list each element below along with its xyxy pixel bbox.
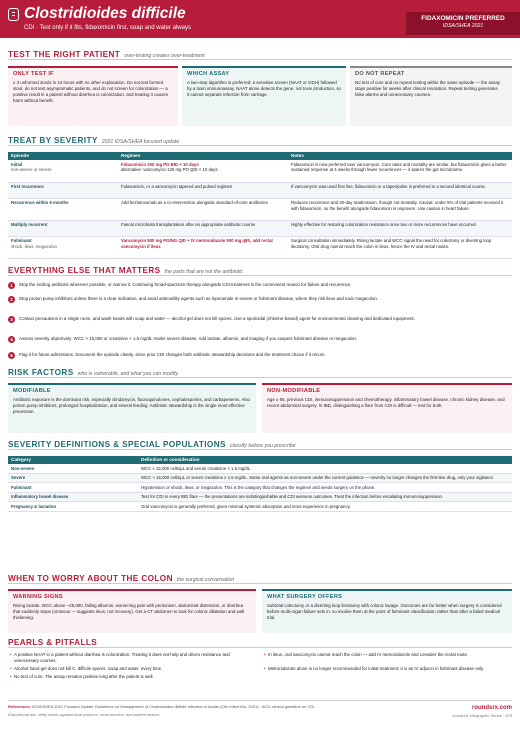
card-heading: DO NOT REPEAT [355,71,405,77]
header-banner [0,0,520,38]
card-heading: NON-MODIFIABLE [267,388,321,394]
section-everything-header [8,266,512,276]
list-item [8,316,512,322]
treatment-table [8,152,512,259]
page-title: Clostridioides difficile [24,5,186,22]
card-what-surgery-offers [262,589,512,633]
section-risk-header [8,368,512,378]
episode-label: Fulminant [11,238,32,243]
category-cell: Pregnancy & lactation [8,502,138,512]
episode-label: Initial [11,161,23,167]
section-test-header [8,50,512,60]
card-text: ≥ 3 unformed stools in 24 hours with no other explanation. Do not test formed stool, do not test asymptomatic patients, and do not screen for colonization — a positive result in a patient without diarrhea is colonization, and treating it causes harm without benefit. [13,80,168,104]
list-item [8,352,512,358]
card-modifiable [8,383,256,433]
category-cell: Severe [8,473,138,483]
card-text: A two-step algorithm is preferred: a sensitive screen (NAAT or GDH) followed by a toxin immunoassay. NAAT alone detects the gene, not toxin production, so it cannot separate infection from carriage. [187,80,342,98]
section-title: EVERYTHING ELSE THAT MATTERS [8,266,161,275]
badge-sub: IDSA/SHEA 2021 [442,23,484,30]
list-item [8,282,512,288]
col-header: Episode [8,152,118,160]
references-text: IDSA/SHEA 2021 Focused Update Guidelines on Management of Clostridioides difficile Infection in Adults (Clin Infect Dis, 2021) · ACG clinical guideline on CDI. [32,704,316,709]
section-subtitle: the surgical conversation [176,577,235,583]
card-text: Subtotal colectomy or a diverting loop ileostomy with colonic lavage. Outcomes are far better when surgery is considered before multi-organ failure sets in, so involve them at the point of fulminant classification rather than after a failed medical trial. [267,603,502,621]
table-row [8,220,512,236]
regimen-cell [118,160,288,182]
series-label: roundrx's Infographic Series · #75 [452,713,512,718]
regimen-cell: Add bezlotoxumab as a co-intervention alongside standard-of-care antibiotics [118,198,288,220]
table-row [8,502,512,512]
card-text: Antibiotic exposure is the dominant risk, especially clindamycin, fluoroquinolones, cephalosporins, and carbapenems. Also proton pump inhibitors, prolonged hospitalization, and enteral feeding. Antibiotic stewardship is the single most effective prevention. [13,397,250,415]
card-heading: MODIFIABLE [13,388,51,394]
pearl-item: • Metronidazole alone is no longer recommended for initial treatment; it is an IV adjunct in fulminant disease only. [268,666,510,672]
list-item-text: Stop proton pump inhibitors unless there is a clear indication, and avoid antimotility agents such as loperamide in severe or fulminant disease, where they risk ileus and toxic megacolon. [19,296,379,301]
severity-table [8,456,512,512]
col-header: Definition or consideration [138,456,512,464]
section-pearls-header [8,638,512,648]
episode-label: Recurrence within 6 months [11,200,69,205]
table-row [8,464,512,473]
section-treat-header [8,136,512,146]
section-title: TEST THE RIGHT PATIENT [8,50,121,59]
definition-cell: WCC ≤ 15,000 cells/µL and serum creatinine < 1.5 mg/dL. [138,464,512,473]
card-non-modifiable [262,383,512,433]
shield-logo-icon [8,8,19,21]
card-text: No test of cure and no repeat testing within the same episode — the assay stays positive for weeks after clinical resolution. Repeat testing generates false alarms and unnecessary courses. [355,80,500,98]
card-do-not-repeat [350,66,512,126]
page-subtitle: CDI · Test only if it fits, fidaxomicin first, soap and water always [24,25,191,31]
definition-cell: Hypotension or shock, ileus, or megacolon. This is the category that changes the regimen and needs surgery on the phone. [138,483,512,493]
episode-label: First recurrence [11,184,44,189]
regimen-cell: Fidaxomicin, or a vancomycin tapered and pulsed regimen [118,182,288,198]
notes-cell: Highly effective for restoring colonization resistance once two or more recurrences have occurred. [288,220,512,236]
category-cell: Inflammatory bowel disease [8,492,138,502]
section-title: TREAT BY SEVERITY [8,136,98,145]
number-badge: 3 [8,316,15,323]
notes-cell: If vancomycin was used first line, fidaxomicin or a taper/pulse is preferred to a second identical course. [288,182,512,198]
episode-cell [8,198,118,220]
section-severity-header [8,440,512,450]
episode-cell [8,236,118,258]
episode-sub: shock, ileus, megacolon [11,243,57,249]
card-heading: ONLY TEST IF [13,71,54,77]
col-header: Category [8,456,138,464]
regimen-alt: alternative: vancomycin 125 mg PO QID × 10 days [121,167,218,173]
list-item-text: Flag it for future admissions. Document the episode clearly, since prior CDI changes both antibiotic stewardship decisions and the treatment choice if it recurs. [19,352,326,357]
footer [8,700,512,717]
section-subtitle: classify before you prescribe [229,443,296,449]
card-text: Age ≥ 65, previous CDI, immunosuppression and chemotherapy, inflammatory bowel disease, chronic kidney disease, and recent abdominal surgery. In IBD, distinguishing a flare from CDI is difficult — test for both. [267,397,505,409]
section-title: RISK FACTORS [8,368,74,377]
table-row [8,182,512,198]
brand-link[interactable]: roundsrx.com [471,705,512,711]
card-heading: WHICH ASSAY [187,71,230,77]
number-badge: 5 [8,352,15,359]
pearl-item: • Alcohol hand gel does not kill C. difficile spores. Soap and water, every time. [14,666,252,672]
table-row [8,492,512,502]
regimen-cell [118,236,288,258]
card-text: Rising lactate, WCC above ~25,000, falling albumin, worsening pain with peritonism, abdominal distension, or diarrhea that suddenly stops (ominous — suggests ileus, not recovery). Get a CT abdomen to look for colonic dilatation and wall thickening. [13,603,245,621]
section-subtitle: the parts that are not the antibiotic [164,269,243,275]
col-header: Regimen [118,152,288,160]
card-heading: WARNING SIGNS [13,594,63,600]
list-item [8,296,512,302]
table-row [8,473,512,483]
section-subtitle: 2021 IDSA/SHEA focused update [101,139,180,145]
definition-cell: Test for CDI in every IBD flare — the presentations are indistinguishable and CDI worsens outcomes. Treat the infection before escalating immunosuppression. [138,492,512,502]
card-warning-signs [8,589,256,633]
section-subtitle: over-testing creates over-treatment [124,53,205,59]
guideline-badge [406,12,520,35]
notes-cell: Reduces recurrence and 30-day readmission, though not mortality. Caveat: under 5% of trial patients received it with fidaxomicin, so the benefit alongside fidaxomicin is unproven. Use caution in heart failure. [288,198,512,220]
list-item-text: Contact precautions in a single room, and wash hands with soap and water — alcohol gel does not kill spores. Use a sporicidal (chlorine-based) agent for environmental cleaning and dedicated equipment. [19,316,415,321]
pearl-item: • A positive NAAT in a patient without diarrhea is colonization. Treating it does not help and drives resistance and unnecessary courses. [14,652,252,664]
notes-cell: Surgical consultation immediately. Rising lactate and WCC signal the need for colectomy or diverting loop ileostomy. Oral drug cannot reach the colon in ileus, hence the IV and rectal routes. [288,236,512,258]
notes-cell: Fidaxomicin is now preferred over vancomycin. Cure rates and mortality are similar, but fidaxomicin gives a better sustained response at 4 weeks through fewer recurrences — it spares the gut microbiome. [288,160,512,182]
regimen-main: Fidaxomicin 200 mg PO BID × 10 days [121,161,199,167]
number-badge: 1 [8,282,15,289]
table-row [8,483,512,493]
pearl-item: • No test of cure. The assay remains positive long after the patient is well. [14,674,252,680]
card-heading: WHAT SURGERY OFFERS [267,594,343,600]
number-badge: 2 [8,296,15,303]
episode-sub: non-severe or severe [11,167,52,173]
episode-cell [8,182,118,198]
badge-main: FIDAXOMICIN PREFERRED [421,15,505,22]
card-which-assay [182,66,346,126]
card-only-test-if [8,66,178,126]
list-item-text: Assess severity objectively: WCC > 15,000 or creatinine > 1.5 mg/dL marks severe disease. Add lactate, albumin, and imaging if you suspect fulminant disease or megacolon. [19,336,358,341]
number-badge: 4 [8,336,15,343]
section-title: PEARLS & PITFALLS [8,638,98,647]
pearl-item: • In ileus, oral vancomycin cannot reach the colon — add IV metronidazole and consider the rectal route. [268,652,510,658]
definition-cell: WCC > 15,000 cells/µL or serum creatinine ≥ 1.5 mg/dL. Same oral agents as non-severe under the current guidance — severity no longer changes the first-line drug, only your vigilance. [138,473,512,483]
section-title: WHEN TO WORRY ABOUT THE COLON [8,574,173,583]
table-row [8,160,512,182]
disclaimer: Educational aid; verify doses against local protocol, renal function, and patient factors. [8,712,161,718]
category-cell: Fulminant [8,483,138,493]
table-row [8,198,512,220]
regimen-cell: Faecal microbiota transplantation after an appropriate antibiotic course [118,220,288,236]
episode-cell [8,220,118,236]
episode-cell [8,160,118,182]
section-subtitle: who is vulnerable, and what you can modify [77,371,178,377]
category-cell: Non-severe [8,464,138,473]
list-item-text: Stop the inciting antibiotic wherever possible, or narrow it. Continuing broad-spectrum therapy alongside CDI treatment is the commonest reason for failure and recurrence. [19,282,352,287]
section-title: SEVERITY DEFINITIONS & SPECIAL POPULATIONS [8,440,226,449]
section-colon-header [8,574,512,584]
episode-label: Multiply recurrent [11,222,48,227]
list-item [8,336,512,342]
references [8,704,398,709]
col-header: Notes [288,152,512,160]
table-row [8,236,512,258]
regimen-main: Vancomycin 500 mg PO/NG QID + IV metronidazole 500 mg q8h, add rectal vancomycin if ileus [121,238,273,249]
definition-cell: Oral vancomycin is generally preferred, given minimal systemic absorption and more experience in pregnancy. [138,502,512,512]
references-label: References: [8,704,31,709]
